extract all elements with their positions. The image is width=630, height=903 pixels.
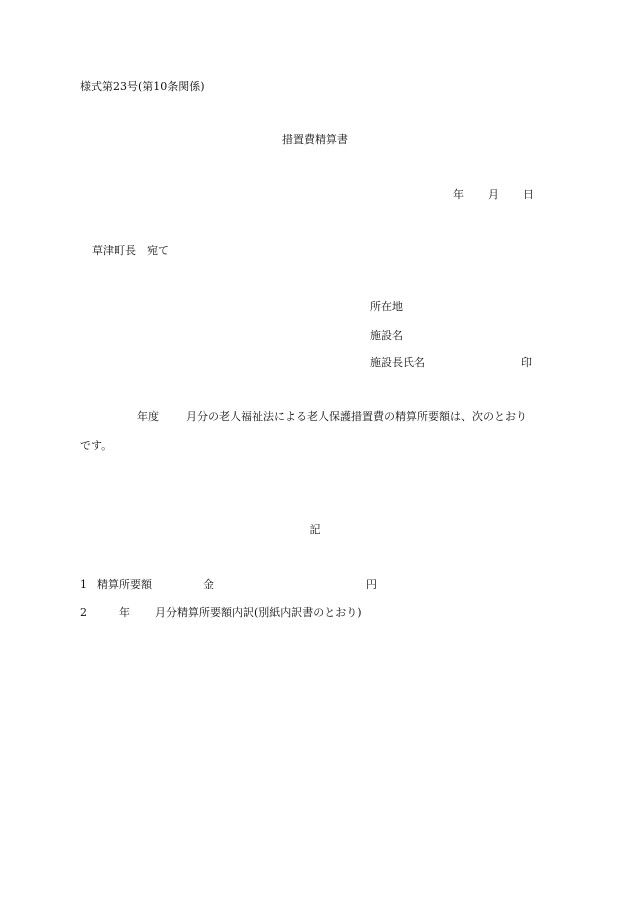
date-year-label: 年 — [453, 188, 464, 201]
body-text-continuation: です。 — [80, 439, 113, 452]
item-year-label: 年 — [119, 606, 130, 619]
director-name-label: 施設長氏名 — [370, 356, 425, 369]
ki-heading: 記 — [309, 523, 321, 536]
body-text: 月分の老人福祉法による老人保護措置費の精算所要額は、次のとおり — [186, 410, 527, 423]
date-month-label: 月 — [488, 188, 499, 201]
body-year-label: 年度 — [137, 410, 159, 423]
date-day-label: 日 — [523, 188, 534, 201]
facility-name-label: 施設名 — [370, 329, 403, 342]
item-label-settlement-amount: 精算所要額 — [97, 578, 152, 591]
document-title: 措置費精算書 — [282, 133, 348, 146]
seal-mark: 印 — [521, 356, 532, 369]
item-amount-unit: 円 — [366, 578, 377, 591]
location-label: 所在地 — [370, 300, 403, 313]
form-number: 様式第23号(第10条関係) — [80, 80, 205, 93]
item-breakdown-text: 月分精算所要額内訳(別紙内訳書のとおり) — [155, 606, 362, 619]
item-amount-prefix: 金 — [203, 578, 214, 591]
item-number: 1 — [80, 578, 87, 591]
addressee: 草津町長 宛て — [92, 244, 169, 257]
item-number: 2 — [80, 606, 87, 619]
